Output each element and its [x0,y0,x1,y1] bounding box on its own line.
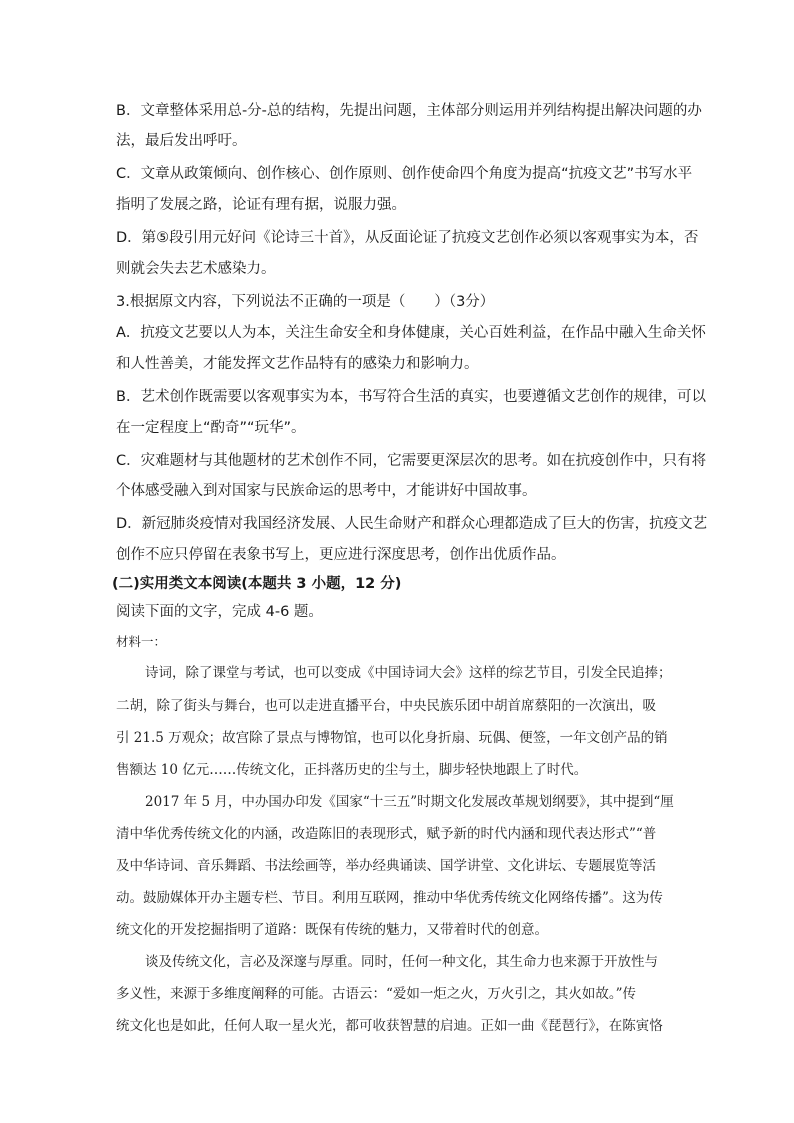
q2-option-b-line2: 法，最后发出呼吁。 [116,133,247,149]
q3-option-b-line2: 在一定程度上“酌奇”“玩华”。 [116,420,306,436]
q2-option-b-line1: B．文章整体采用总-分-总的结构，先提出问题，主体部分则运用并列结构提出解决问题的办 [116,103,702,119]
paragraph-2-line-2: 清中华优秀传统文化的内涵，改造陈旧的表现形式，赋予新的时代内涵和现代表达形式”“普 [116,826,657,842]
q3-option-d-line1: D．新冠肺炎疫情对我国经济发展、人民生命财产和群众心理都造成了巨大的伤害，抗疫文艺 [116,516,708,532]
paragraph-2-line-5: 统文化的开发挖掘指明了道路：既保有传统的魅力，又带着时代的创意。 [116,922,548,938]
q3-option-d-line2: 创作不应只停留在表象书写上，更应进行深度思考，创作出优质作品。 [116,547,566,563]
q2-option-d-line2: 则就会失去艺术感染力。 [116,261,276,277]
paragraph-2-line-1: 2017 年 5 月，中办国办印发《国家“十三五”时期文化发展改革规划纲要》，其中提到“厘 [145,794,674,810]
material-label: 材料一： [116,634,167,649]
paragraph-1-line-3: 引 21.5 万观众；故宫除了景点与博物馆，也可以化身折扇、玩偶、便签，一年文创产品的销 [116,730,668,746]
paragraph-3-line-3: 统文化也是如此，任何人取一星火光，都可收获智慧的启迪。正如一曲《琵琶行》，在陈寅恪 [116,1018,663,1034]
paragraph-2-line-3: 及中华诗词、音乐舞蹈、书法绘画等，举办经典诵读、国学讲堂、文化讲坛、专题展览等活 [116,858,656,874]
q2-option-c-line2: 指明了发展之路，论证有理有据，说服力强。 [116,197,406,213]
paragraph-1-line-1: 诗词，除了课堂与考试，也可以变成《中国诗词大会》这样的综艺节目，引发全民追捧； [145,665,672,681]
q2-option-d-line1: D．第⑤段引用元好问《论诗三十首》，从反面论证了抗疫文艺创作必须以客观事实为本，否 [116,230,699,246]
q3-option-c-line1: C．灾难题材与其他题材的艺术创作不同，它需要更深层次的思考。如在抗疫创作中，只有将 [116,453,707,469]
q3-option-a-line1: A．抗疫文艺要以人为本，关注生命安全和身体健康，关心百姓利益，在作品中融入生命关怀 [116,325,706,341]
q2-option-c-line1: C．文章从政策倾向、创作核心、创作原则、创作使命四个角度为提高“抗疫文艺”书写水平 [116,166,693,182]
section-heading: (二)实用类文本阅读(本题共 3 小题，12 分) [112,576,402,592]
q3-option-c-line2: 个体感受融入到对国家与民族命运的思考中，才能讲好中国故事。 [116,483,537,499]
paragraph-1-line-4: 售额达 10 亿元……传统文化，正抖落历史的尘与土，脚步轻快地跟上了时代。 [116,762,588,778]
q3-option-b-line1: B．艺术创作既需要以客观事实为本，书写符合生活的真实，也要遵循文艺创作的规律，可以 [116,389,706,405]
paragraph-3-line-1: 谈及传统文化，言必及深邃与厚重。同时，任何一种文化，其生命力也来源于开放性与 [145,954,658,970]
section-instruction: 阅读下面的文字，完成 4-6 题。 [116,604,323,620]
paragraph-1-line-2: 二胡，除了街头与舞台，也可以走进直播平台，中央民族乐团中胡首席蔡阳的一次演出，吸 [116,698,656,714]
paragraph-2-line-4: 动。鼓励媒体开办主题专栏、节目。利用互联网，推动中华优秀传统文化网络传播”。这为传 [116,890,663,906]
q3-option-a-line2: 和人性善美，才能发挥文艺作品特有的感染力和影响力。 [116,356,479,372]
q3-stem: 3.根据原文内容，下列说法不正确的一项是（ ）（3分） [116,294,495,310]
paragraph-3-line-2: 多义性，来源于多维度阐释的可能。古语云：“爱如一炬之火，万火引之，其火如故。”传 [116,986,637,1002]
